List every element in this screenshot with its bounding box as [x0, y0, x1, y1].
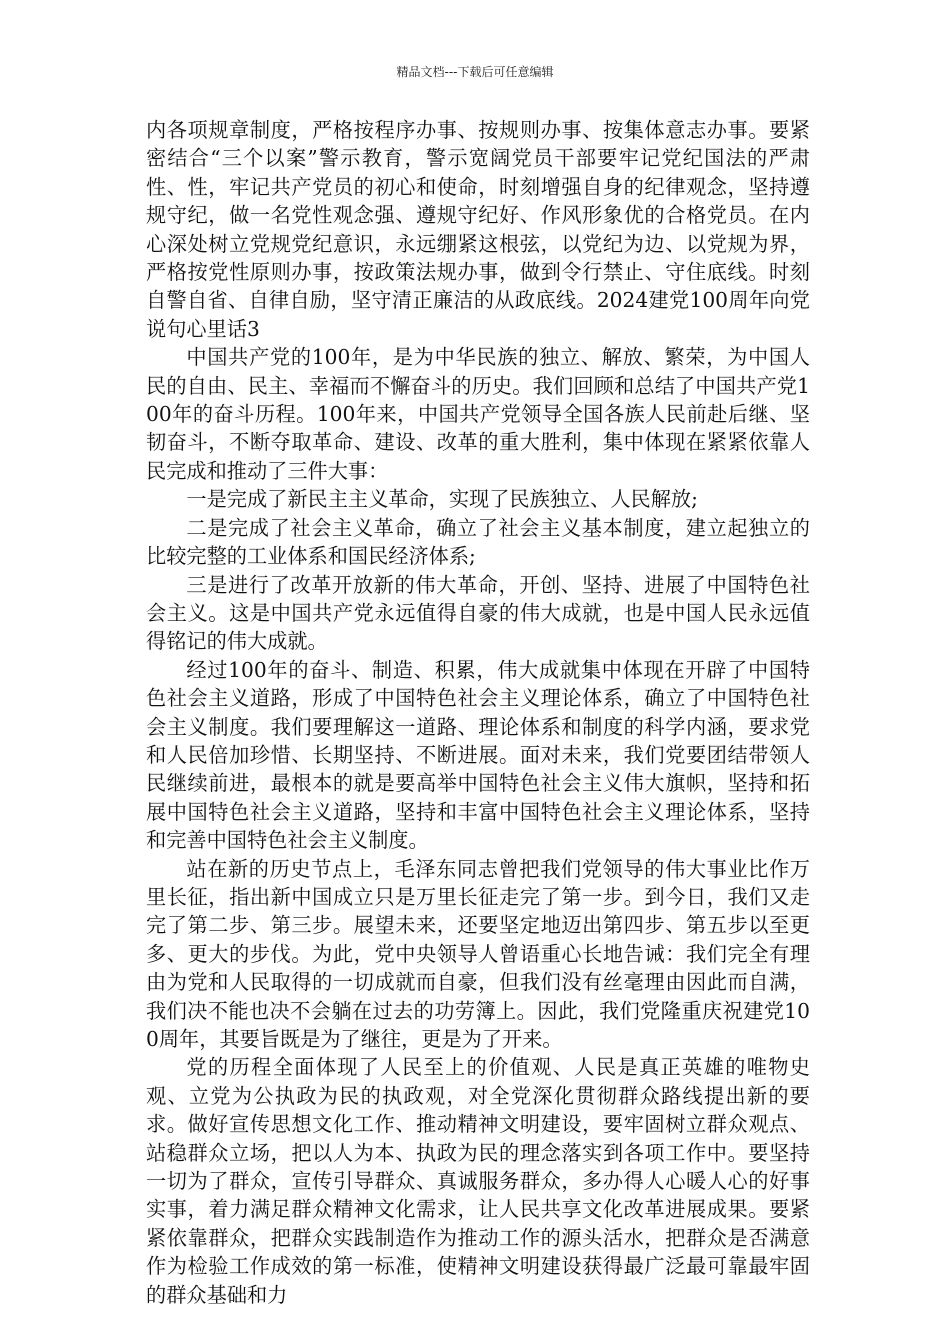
paragraph-4: 二是完成了社会主义革命，确立了社会主义基本制度，建立起独立的比较完整的工业体系和国民经济体系; — [146, 515, 810, 569]
document-body — [146, 116, 810, 1309]
paragraph-1: 内各项规章制度，严格按程序办事、按规则办事、按集体意志办事。要紧密结合“三个以案”警示教育，警示宽阔党员干部要牢记党纪国法的严肃性、性，牢记共产党员的初心和使命，时刻增强自身的纪律观念，坚持遵规守纪，做一名党性观念强、遵规守纪好、作风形象优的合格党员。在内心深处树立党规党纪意识，永远绷紧这根弦，以党纪为边、以党规为界，严格按党性原则办事，按政策法规办事，做到令行禁止、守住底线。时刻自警自省、自律自励，坚守清正廉洁的从政底线。2024建党100周年向党说句心里话3 — [146, 118, 810, 341]
paragraph-5: 三是进行了改革开放新的伟大革命，开创、坚持、进展了中国特色社会主义。这是中国共产党永远值得自豪的伟大成就，也是中国人民永远值得铭记的伟大成就。 — [146, 572, 810, 654]
paragraph-2: 中国共产党的100年，是为中华民族的独立、解放、繁荣，为中国人民的自由、民主、幸福而不懈奋斗的历史。我们回顾和总结了中国共产党100年的奋斗历程。100年来，中国共产党领导全国各族人民前赴后继、坚韧奋斗，不断夺取革命、建设、改革的重大胜利，集中体现在紧紧依靠人民完成和推动了三件大事： — [146, 345, 810, 483]
paragraph-8: 党的历程全面体现了人民至上的价值观、人民是真正英雄的唯物史观、立党为公执政为民的执政观，对全党深化贯彻群众路线提出新的要求。做好宣传思想文化工作、推动精神文明建设，要牢固树立群众观点、站稳群众立场，把以人为本、执政为民的理念落实到各项工作中。要坚持一切为了群众，宣传引导群众、真诚服务群众，多办得人心暖人心的好事实事，着力满足群众精神文化需求，让人民共享文化改革进展成果。要紧紧依靠群众，把群众实践制造作为推动工作的源头活水，把群众是否满意作为检验工作成效的第一标准，使精神文明建设获得最广泛最可靠最牢固的群众基础和力 — [146, 1055, 810, 1307]
paragraph-7: 站在新的历史节点上，毛泽东同志曾把我们党领导的伟大事业比作万里长征，指出新中国成立只是万里长征走完了第一步。到今日，我们又走完了第二步、第三步。展望未来，还要坚定地迈出第四步、第五步以至更多、更大的步伐。为此，党中央领导人曾语重心长地告诫：我们完全有理由为党和人民取得的一切成就而自豪，但我们没有丝毫理由因此而自满，我们决不能也决不会躺在过去的功劳簿上。因此，我们党隆重庆祝建党100周年，其要旨既是为了继往，更是为了开来。 — [146, 856, 810, 1051]
page-header: 精品文档---下载后可任意编辑 — [396, 65, 554, 79]
paragraph-3: 一是完成了新民主主义革命，实现了民族独立、人民解放; — [186, 487, 698, 512]
paragraph-6: 经过100年的奋斗、制造、积累，伟大成就集中体现在开辟了中国特色社会主义道路，形成了中国特色社会主义理论体系，确立了中国特色社会主义制度。我们要理解这一道路、理论体系和制度的科学内涵，要求党和人民倍加珍惜、长期坚持、不断进展。面对未来，我们党要团结带领人民继续前进，最根本的就是要高举中国特色社会主义伟大旗帜，坚持和拓展中国特色社会主义道路，坚持和丰富中国特色社会主义理论体系，坚持和完善中国特色社会主义制度。 — [146, 657, 810, 853]
